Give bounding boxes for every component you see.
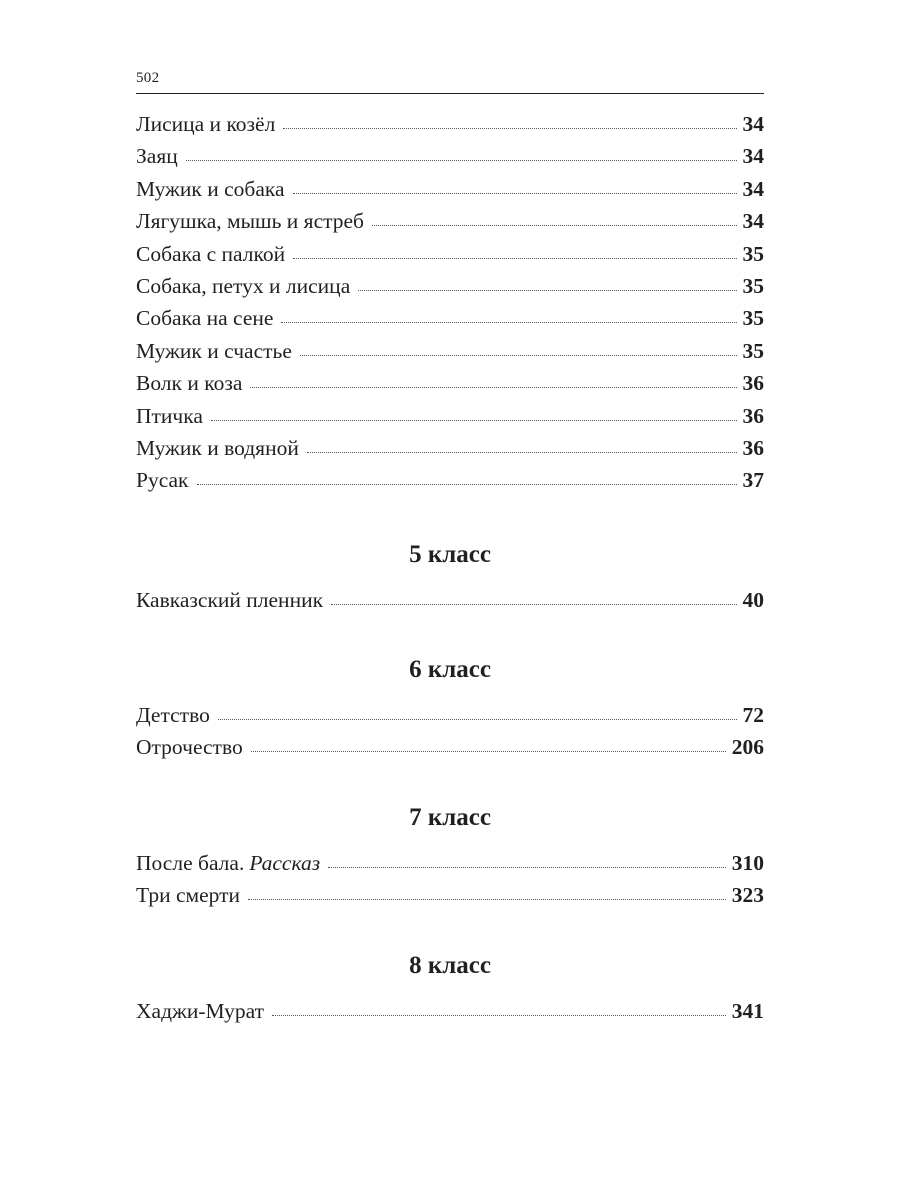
dot-leader (250, 387, 736, 388)
dot-leader (251, 751, 726, 752)
toc-entry[interactable] (136, 588, 764, 620)
toc-entry-title-text: Кавказский пленник (136, 587, 324, 612)
toc-entry-page-number: 35 (742, 273, 764, 298)
toc-entry[interactable] (136, 404, 764, 436)
toc-entry-subtitle: Рассказ (249, 850, 321, 875)
spacer (136, 835, 764, 851)
dot-leader (218, 719, 737, 720)
toc-entry[interactable] (136, 339, 764, 371)
toc-entry-title (136, 851, 320, 876)
toc-entry-page-number: 34 (742, 176, 764, 201)
toc-entry[interactable] (136, 209, 764, 241)
toc-entry-page-number: 310 (731, 850, 764, 875)
toc-entry-page-number: 34 (742, 144, 764, 169)
dot-leader (281, 322, 736, 323)
toc-entry-title (136, 274, 350, 299)
toc-entry-title (136, 883, 240, 908)
section-heading: 5 класс (409, 540, 491, 568)
toc-entry-title (136, 242, 285, 267)
spacer (136, 572, 764, 588)
toc-entry-title (136, 371, 242, 396)
spacer (136, 620, 764, 653)
dot-leader (197, 484, 737, 485)
toc-entry-page-number: 323 (731, 883, 764, 908)
toc-entry-title (136, 436, 299, 461)
toc-entry-page-number: 35 (742, 241, 764, 266)
dot-leader (293, 258, 736, 259)
toc-entry-page-number: 36 (742, 435, 764, 460)
toc-entry-title-text: Русак (136, 468, 189, 493)
spacer (136, 687, 764, 703)
toc-entry-title (136, 144, 178, 169)
toc-entry-title (136, 306, 273, 331)
toc-entry-title (136, 177, 285, 202)
dot-leader (272, 1015, 726, 1016)
toc-entry-title-text: Волк и коза (136, 371, 243, 396)
dot-leader (328, 867, 726, 868)
toc-entry[interactable] (136, 735, 764, 767)
toc-entry-page-number: 37 (742, 468, 764, 493)
dot-leader (300, 355, 737, 356)
toc-entry[interactable] (136, 999, 764, 1031)
toc-entry-page-number: 40 (742, 587, 764, 612)
toc-entry-title-text: Хаджи-Мурат (136, 998, 264, 1023)
toc-entry-title (136, 209, 364, 234)
toc-entry-title-text: Собака на сене (136, 306, 274, 331)
section-heading: 7 класс (409, 803, 491, 831)
toc-entry-title (136, 339, 292, 364)
toc-entry-page-number: 36 (742, 371, 764, 396)
toc-entry-page-number: 35 (742, 338, 764, 363)
toc-entry-title-text: Мужик и собака (136, 176, 285, 201)
toc-entry-page-number: 341 (731, 998, 764, 1023)
toc-entry-page-number: 34 (742, 112, 764, 136)
toc-entry-title (136, 999, 264, 1024)
dot-leader (283, 128, 736, 129)
toc-entry[interactable] (136, 468, 764, 500)
toc-entry-title-text: Птичка (136, 403, 203, 428)
toc-entry-title (136, 112, 275, 137)
toc-entry-title-text: Три смерти (136, 883, 241, 908)
dot-leader (307, 452, 737, 453)
toc-entry-title-text: После бала. (136, 850, 245, 875)
dot-leader (248, 899, 726, 900)
toc-entry[interactable] (136, 306, 764, 338)
dot-leader (358, 290, 736, 291)
toc-entry[interactable] (136, 274, 764, 306)
toc-entry[interactable] (136, 177, 764, 209)
toc-entry[interactable] (136, 883, 764, 915)
toc-entry-title-text: Лисица и козёл (136, 112, 276, 136)
toc-entry-title (136, 588, 323, 613)
toc-entry-page-number: 36 (742, 403, 764, 428)
section-heading: 8 класс (409, 951, 491, 979)
toc-entry-title-text: Отрочество (136, 735, 243, 760)
toc-entry-title-text: Заяц (136, 144, 178, 169)
spacer (136, 916, 764, 949)
header-rule (136, 93, 764, 94)
toc-entry[interactable] (136, 112, 764, 144)
toc-entry[interactable] (136, 436, 764, 468)
toc-entry-page-number: 206 (731, 735, 764, 760)
table-of-contents (136, 112, 764, 1031)
toc-entry-title-text: Мужик и счастье (136, 338, 292, 363)
toc-entry[interactable] (136, 371, 764, 403)
toc-entry-title (136, 703, 210, 728)
spacer (136, 501, 764, 538)
dot-leader (293, 193, 737, 194)
toc-entry[interactable] (136, 851, 764, 883)
spacer (136, 768, 764, 801)
toc-entry-page-number: 35 (742, 306, 764, 331)
toc-entry-title (136, 735, 243, 760)
toc-entry-title (136, 468, 189, 493)
toc-entry-title-text: Детство (136, 703, 210, 728)
page-number: 502 (136, 70, 160, 86)
toc-entry[interactable] (136, 144, 764, 176)
toc-entry-title-text: Лягушка, мышь и ястреб (136, 209, 364, 234)
toc-entry-title-text: Мужик и водяной (136, 435, 299, 460)
toc-entry[interactable] (136, 703, 764, 735)
dot-leader (211, 420, 737, 421)
toc-entry-title (136, 404, 203, 429)
spacer (136, 983, 764, 999)
toc-entry-title-text: Собака с палкой (136, 241, 286, 266)
toc-entry[interactable] (136, 242, 764, 274)
dot-leader (186, 160, 737, 161)
dot-leader (372, 225, 737, 226)
toc-entry-page-number: 72 (742, 703, 764, 728)
toc-entry-page-number: 34 (742, 209, 764, 234)
section-heading: 6 класс (409, 656, 491, 684)
toc-entry-title-text: Собака, петух и лисица (136, 273, 351, 298)
dot-leader (331, 604, 736, 605)
